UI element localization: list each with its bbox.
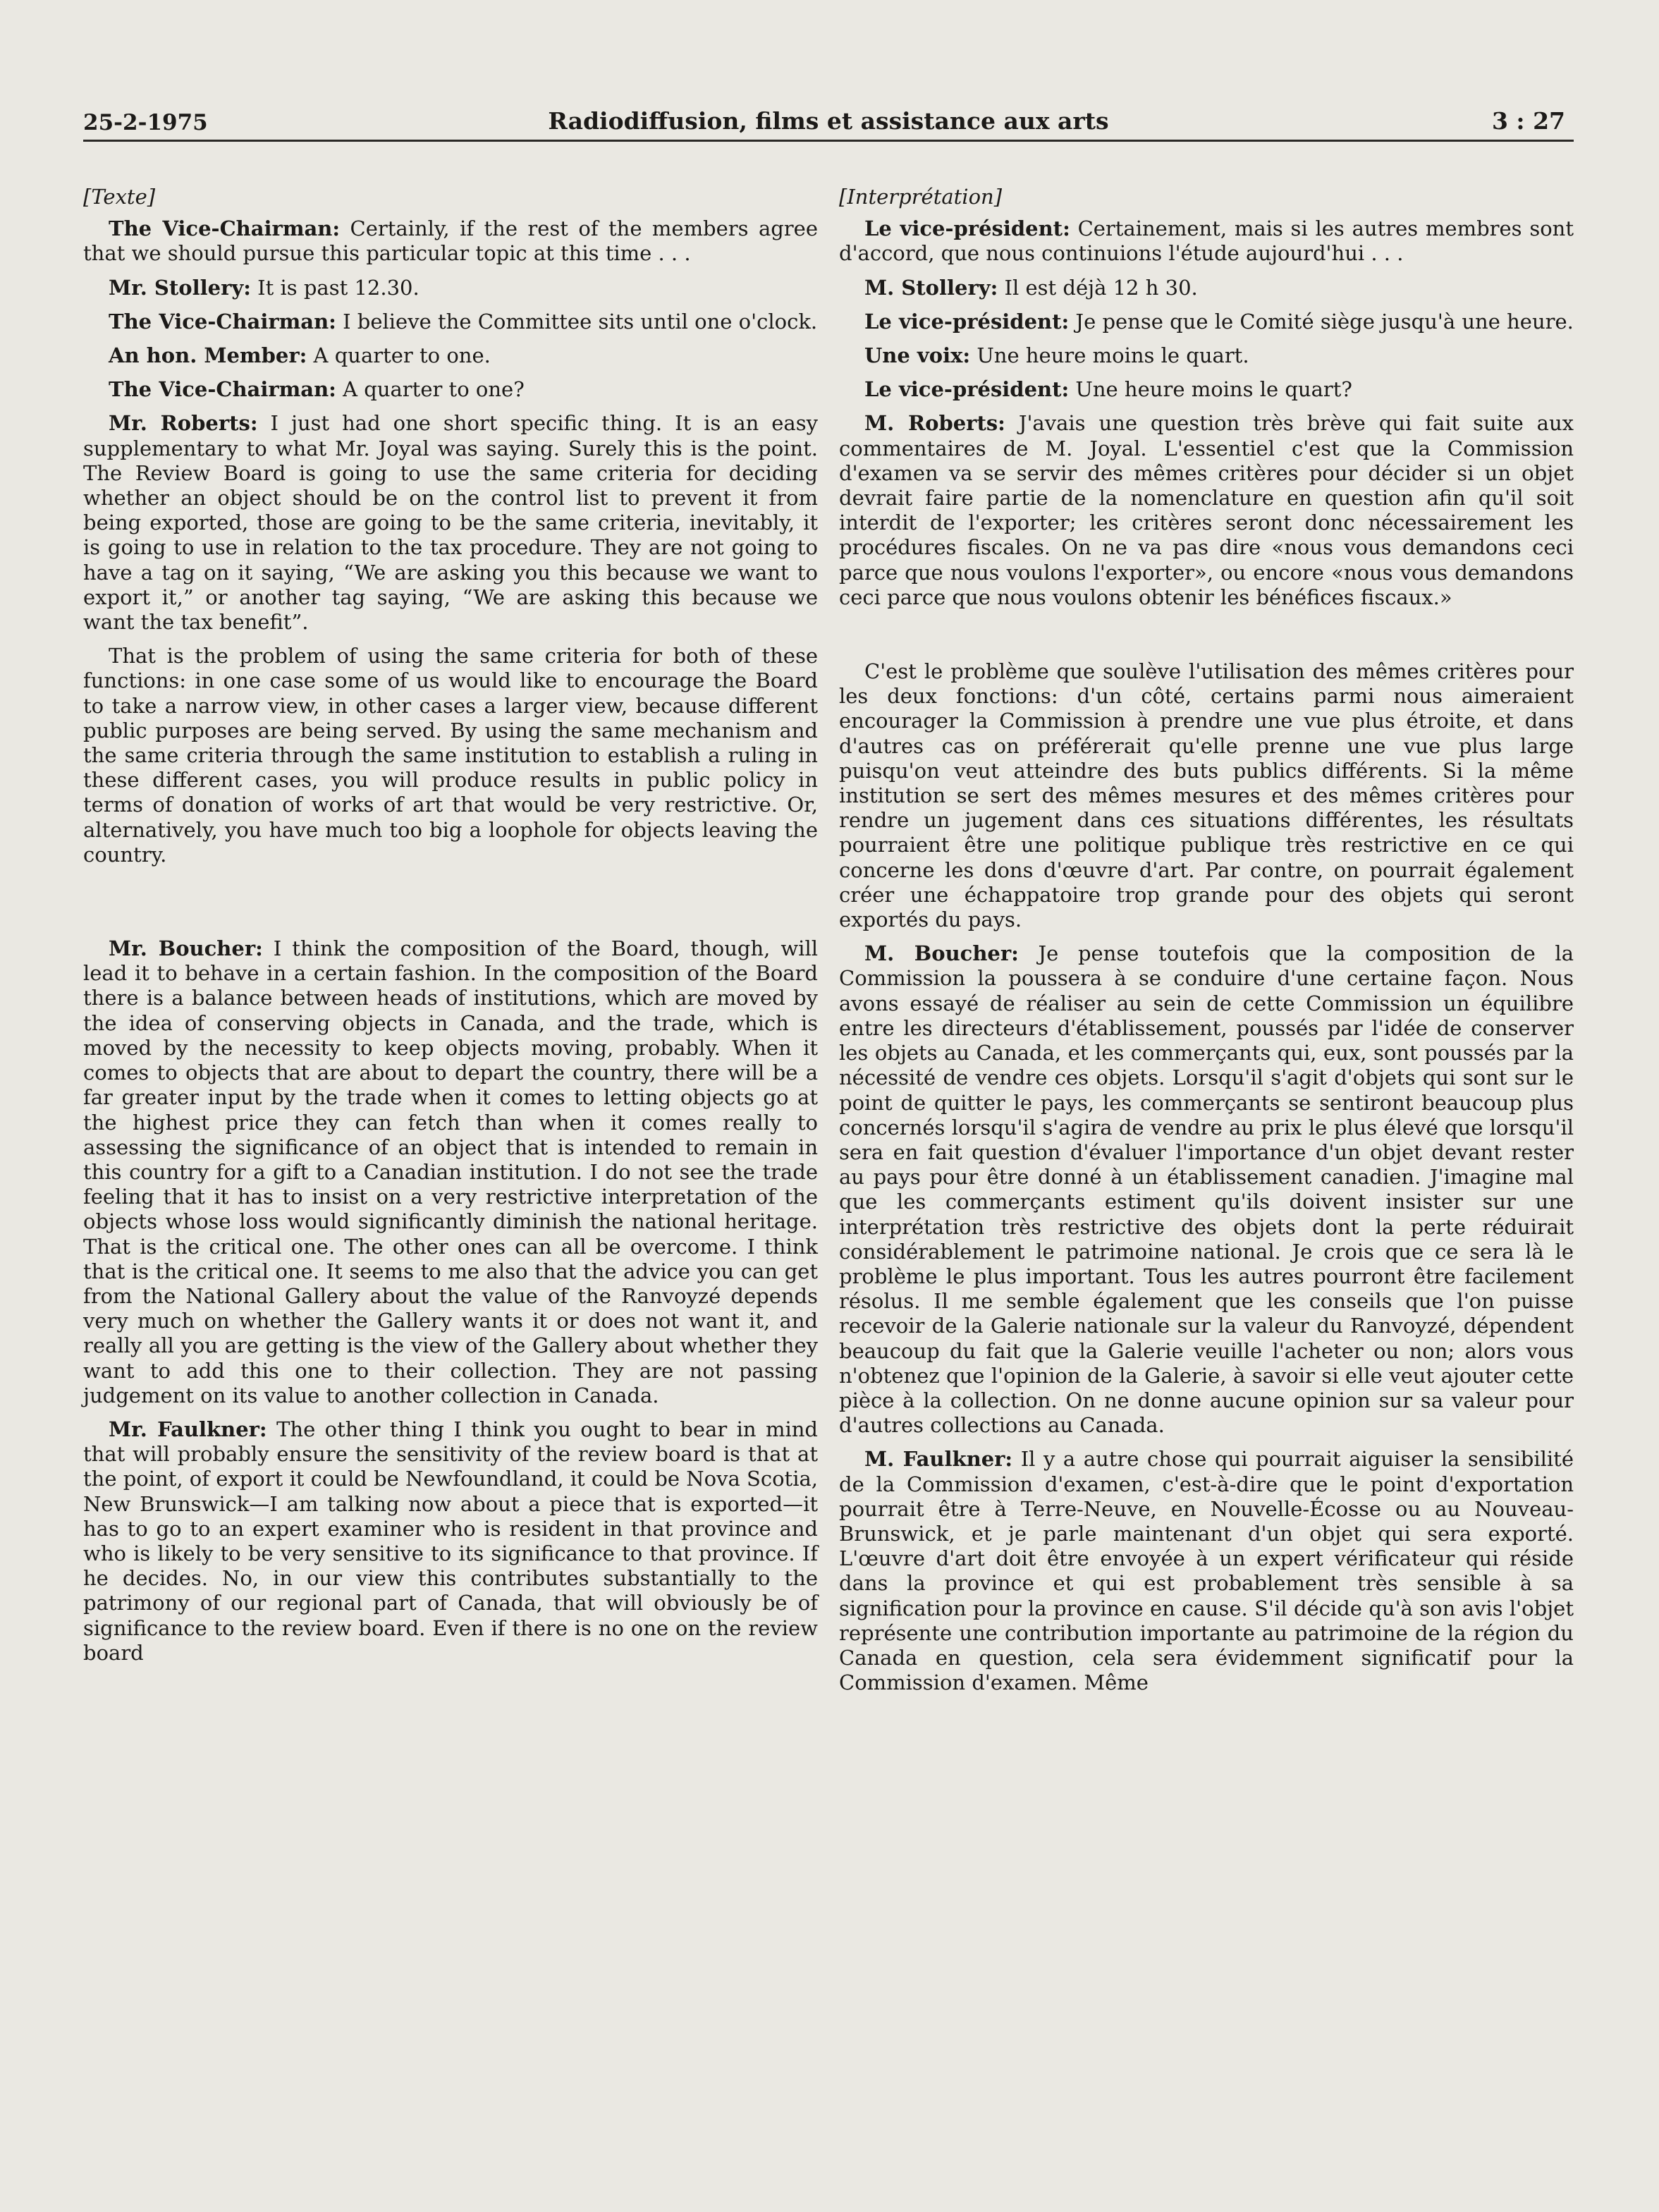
speaker-name: Une voix: <box>864 343 971 368</box>
speech-text: Une heure moins le quart? <box>1069 377 1352 402</box>
speaker-name: The Vice-Chairman: <box>109 377 336 402</box>
paragraph <box>839 1447 1574 1695</box>
speaker-name: Mr. Faulkner: <box>109 1417 267 1441</box>
paragraph <box>83 411 818 635</box>
speaker-name: The Vice-Chairman: <box>109 216 341 241</box>
speaker-name: M. Faulkner: <box>864 1447 1013 1472</box>
speaker-name: Le vice-président: <box>864 216 1070 241</box>
speech-text: That is the problem of using the same criteria for both of these functions: in one case some of us would like to encourage the Board to take a narrow view, in other cases a larger view, because different public purposes are being served. By using the same mechanism and the same criteria through the same institution to establish a ruling in these different cases, you will produce results in public policy in terms of donation of works of art that would be very restrictive. Or, alternatively, you have much too big a loophole for objects leaving the country. <box>83 644 818 867</box>
paragraph <box>839 216 1574 266</box>
speech-text: Il y a autre chose qui pourrait aiguiser la sensibilité de la Commission d'examen, c'est-à-dire que le point d'exportation pourrait être à Terre-Neuve, en Nouvelle-Écosse ou au Nouveau-Brunswick, et je parle maintenant d'un objet qui sera exporté. L'œuvre d'art doit être envoyée à un expert vérificateur qui réside dans la province et qui est probablement très sensible à sa signification pour la province en cause. S'il décide qu'à son avis l'objet représente une contribution importante au patrimoine de la région du Canada en question, cela sera évidemment significatif pour la Commission d'examen. Même <box>839 1447 1574 1695</box>
speaker-name: Mr. Roberts: <box>109 411 258 436</box>
speaker-name: Mr. Boucher: <box>109 936 263 961</box>
running-header <box>83 106 1574 142</box>
paragraph <box>83 1417 818 1666</box>
paragraph <box>83 936 818 1408</box>
speech-text: Je pense que le Comité siège jusqu'à une heure. <box>1069 309 1574 334</box>
speaker-name: Le vice-président: <box>864 377 1070 402</box>
speaker-name: Le vice-président: <box>864 309 1070 334</box>
speech-text: I believe the Committee sits until one o'clock. <box>336 309 818 334</box>
paragraph <box>83 310 818 334</box>
header-title: Radiodiffusion, films et assistance aux arts <box>548 107 1109 135</box>
speech-text: I just had one short specific thing. It is an easy supplementary to what Mr. Joyal was saying. Surely this is the point. The Review Board is going to use the same criteria for deciding whether an object should be on the control list to prevent it from being exported, those are going to be the same criteria, inevitably, it is going to use in relation to the tax procedure. They are not going to have a tag on it saying, “We are asking you this because we want to export it,” or another tag saying, “We are asking this because we want the tax benefit”. <box>83 411 818 635</box>
header-page-number: 3 : 27 <box>1491 107 1565 135</box>
speech-text: Certainement, mais si les autres membres sont d'accord, que nous continuions l'étude aujourd'hui . . . <box>839 216 1574 266</box>
paragraph <box>839 659 1574 932</box>
speech-text: Une heure moins le quart. <box>970 343 1249 368</box>
english-column <box>83 185 818 1675</box>
speech-text: J'avais une question très brève qui fait suite aux commentaires de M. Joyal. L'essentiel c'est que la Commission d'examen va se servir des mêmes critères pour décider si un objet devrait faire partie de la nomenclature en question afin qu'il soit interdit de l'exporter; les critères seront donc nécessairement les procédures fiscales. On ne va pas dire «nous vous demandons ceci parce que nous voulons l'exporter», ou encore «nous vous demandons ceci parce que nous voulons obtenir les bénéfices fiscaux.» <box>839 411 1574 609</box>
paragraph <box>83 216 818 266</box>
speech-text: It is past 12.30. <box>250 275 420 300</box>
speech-text: A quarter to one. <box>307 343 491 368</box>
section-label: [Texte] <box>83 185 156 209</box>
paragraph <box>83 276 818 300</box>
paragraph <box>839 377 1574 402</box>
speaker-name: The Vice-Chairman: <box>109 309 336 334</box>
speaker-name: M. Roberts: <box>864 411 1005 436</box>
paragraph <box>83 377 818 402</box>
paragraph <box>839 941 1574 1438</box>
paragraph <box>83 343 818 368</box>
speech-text: A quarter to one? <box>336 377 525 402</box>
speaker-name: Mr. Stollery: <box>109 275 251 300</box>
paragraph <box>839 343 1574 368</box>
speech-text: Il est déjà 12 h 30. <box>998 275 1198 300</box>
paragraph <box>83 644 818 867</box>
speech-text: Je pense toutefois que la composition de la Commission la poussera à se conduire d'une certaine façon. Nous avons essayé de réaliser au sein de cette Commission un équilibre entre les directeurs d'établissement, poussés par l'idée de conserver les objets au Canada, et les commerçants qui, eux, sont poussés par la nécessité de vendre ces objets. Lorsqu'il s'agit d'objets qui sont sur le point de quitter le pays, les commerçants se sentiront beaucoup plus concernés lorsqu'il s'agira de vendre au prix le plus élevé que lorsqu'il sera en fait question d'évaluer l'importance d'un objet devant rester au pays pour être donné à un établissement canadien. J'imagine mal que les commerçants estiment qu'ils doivent insister sur une interprétation très restrictive des objets dont la perte réduirait considérablement le patrimoine national. Je crois que ce sera là le problème le plus important. Tous les autres pourront être facilement résolus. Il me semble également que les conseils que l'on puisse recevoir de la Galerie nationale sur la valeur du Ranvoyzé, dépendent beaucoup du fait que la Galerie veuille l'acheter ou non; alors vous n'obtenez que l'opinion de la Galerie, à savoir si elle veut ajouter cette pièce à la collection. On ne donne aucune opinion sur sa valeur pour d'autres collections au Canada. <box>839 941 1574 1438</box>
speaker-name: M. Boucher: <box>864 941 1019 966</box>
paragraph <box>839 411 1574 610</box>
speech-text: The other thing I think you ought to bear in mind that will probably ensure the sensitivity of the review board is that at the point, of export it could be Newfoundland, it could be Nova Scotia, New Brunswick—I am talking now about a piece that is exported—it has to go to an expert examiner who is resident in that province and who is likely to be very sensitive to its significance to that province. If he decides. No, in our view this contributes substantially to the patrimony of our regional part of Canada, that will obviously be of significance to the review board. Even if there is no one on the review board <box>83 1417 819 1665</box>
speech-text: Certainly, if the rest of the members agree that we should pursue this particular topic at this time . . . <box>83 216 818 266</box>
section-label: [Interprétation] <box>839 185 1003 209</box>
speech-text: I think the composition of the Board, though, will lead it to behave in a certain fashion. In the composition of the Board there is a balance between heads of institutions, which are moved by the idea of conserving objects in Canada, and the trade, which is moved by the necessity to keep objects moving, probably. When it comes to objects that are about to depart the country, there will be a far greater input by the trade when it comes to letting objects go at the highest price they can fetch than when it comes really to assessing the significance of an object that is intended to remain in this country for a gift to a Canadian institution. I do not see the trade feeling that it has to insist on a very restrictive interpretation of the objects whose loss would significantly diminish the national heritage. That is the critical one. The other ones can all be overcome. I think that is the critical one. It seems to me also that the advice you can get from the National Gallery about the value of the Ranvoyzé depends very much on whether the Gallery wants it or does not want it, and really all you are getting is the view of the Gallery about whether they want to add this one to their collection. They are not passing judgement on its value to another collection in Canada. <box>83 936 818 1407</box>
french-column <box>839 185 1574 1704</box>
paragraph <box>839 310 1574 334</box>
speaker-name: An hon. Member: <box>109 343 307 368</box>
header-date: 25-2-1975 <box>83 110 208 135</box>
paragraph <box>839 276 1574 300</box>
speech-text: C'est le problème que soulève l'utilisation des mêmes critères pour les deux fonctions: d'un côté, certains parmi nous aimeraient encourager la Commission à prendre une vue plus étroite, et dans d'autres cas on préférerait qu'elle prenne une vue plus large puisqu'on veut atteindre des buts publics différents. Si la même institution se sert des mêmes mesures et des mêmes critères pour rendre un jugement dans ces situations différentes, les résultats pourraient être une politique publique très restrictive en ce qui concerne les dons d'œuvre d'art. Par contre, on pourrait également créer une échappatoire trop grande pour des objets qui seront exportés du pays. <box>839 659 1574 932</box>
speaker-name: M. Stollery: <box>864 275 998 300</box>
